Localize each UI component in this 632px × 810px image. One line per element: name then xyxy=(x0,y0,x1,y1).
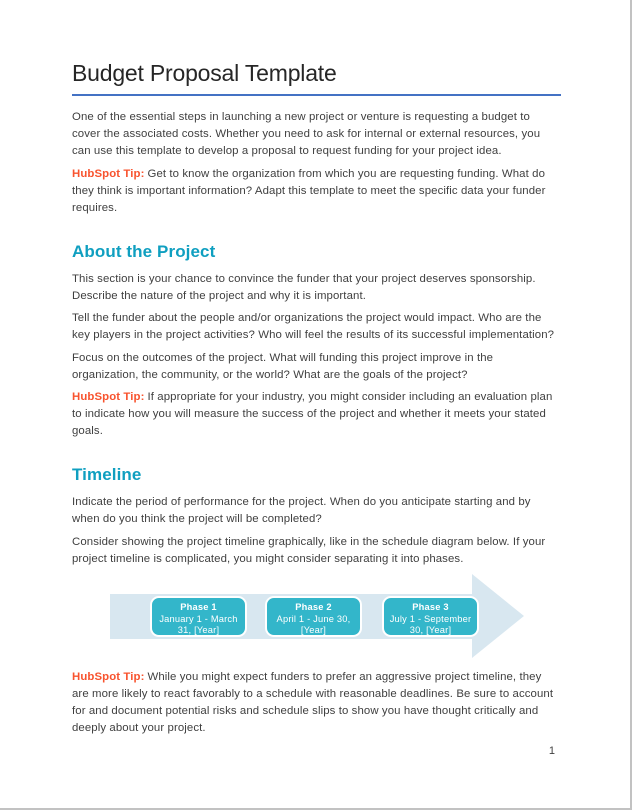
section-heading-timeline: Timeline xyxy=(72,465,142,484)
section-heading-about: About the Project xyxy=(72,241,216,261)
about-paragraph-2: Tell the funder about the people and/or organizations the project would impact. Who are the key players in the project activities? Who will feel the results of its successful implementation? xyxy=(72,312,555,341)
hubspot-tip-label: HubSpot Tip: xyxy=(72,167,145,180)
hubspot-tip-text: If appropriate for your industry, you might consider including an evaluation plan to indicate how you will measure the success of the project and whether it meets your stated goals. xyxy=(72,391,553,437)
phase-1-title: Phase 1 xyxy=(180,602,217,612)
about-paragraph-1: This section is your chance to convince the funder that your project deserves sponsorship. Describe the nature of the project and why it is important. xyxy=(72,272,536,302)
about-paragraph-3: Focus on the outcomes of the project. What will funding this project improve in the organization, the community, or the world? What are the goals of the project? xyxy=(72,351,494,381)
phase-1-box xyxy=(150,596,247,637)
hubspot-tip-label: HubSpot Tip: xyxy=(72,671,145,683)
intro-tip xyxy=(72,166,561,217)
phase-2-dates: April 1 - June 30, [Year] xyxy=(276,614,351,635)
timeline-diagram xyxy=(72,573,561,663)
phase-2-title: Phase 2 xyxy=(295,602,332,612)
hubspot-tip-text: While you might expect funders to prefer an aggressive project timeline, they are more likely to react favorably to a schedule with reasonable deadlines. Be sure to account for and document potential risks and schedule slips to show you have thought critically and deeply about your project. xyxy=(72,671,554,734)
timeline-tip xyxy=(72,669,561,737)
hubspot-tip-label: HubSpot Tip: xyxy=(72,391,145,403)
hubspot-tip-text: Get to know the organization from which you are requesting funding. What do they think is important information? Adapt this template to meet the specific data your funder requires. xyxy=(72,167,546,214)
phase-3-dates: July 1 - September 30, [Year] xyxy=(389,614,472,635)
timeline-paragraph-1: Indicate the period of performance for the project. When do you anticipate starting and by when do you think the project will be completed? xyxy=(72,496,531,525)
page-number: 1 xyxy=(548,745,555,757)
timeline-paragraph-2: Consider showing the project timeline graphically, like in the schedule diagram below. If your project timeline is complicated, you might consider separating it into phases. xyxy=(72,535,546,565)
about-tip xyxy=(72,389,561,440)
page-content xyxy=(72,60,561,743)
document-title: Budget Proposal Template xyxy=(72,60,561,96)
phase-3-box xyxy=(382,596,479,637)
phase-2-box xyxy=(265,596,362,637)
intro-paragraph: One of the essential steps in launching a new project or venture is requesting a budget to cover the associated costs. Whether you need to ask for internal or external resources, you can use this template to develop a proposal to request funding for your project idea. xyxy=(72,111,541,157)
timeline-arrow-head-icon xyxy=(472,574,524,658)
phase-3-title: Phase 3 xyxy=(412,602,449,612)
phase-1-dates: January 1 - March 31, [Year] xyxy=(159,614,238,635)
